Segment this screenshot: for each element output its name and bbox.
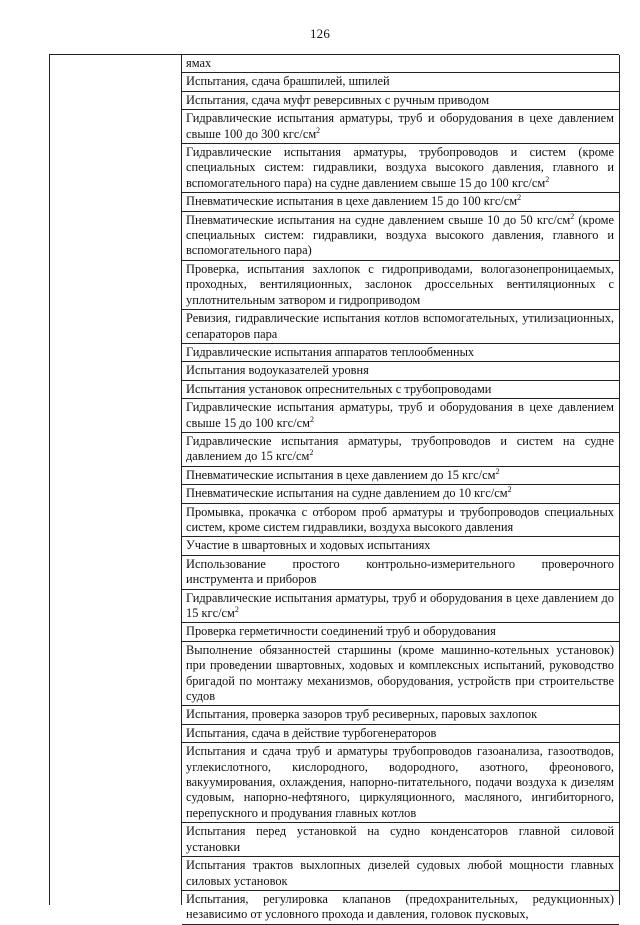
- row-text: Промывка, прокачка с отбором проб арматуры и трубопроводов специальных систем, кроме систем гидравлики, воздуха высокого давления: [186, 504, 614, 534]
- table-row: [182, 73, 619, 91]
- row-text: Испытания перед установкой на судно конденсаторов главной силовой установки: [186, 824, 614, 854]
- row-text: Гидравлические испытания аппаратов теплообменных: [186, 344, 475, 359]
- row-text: Использование простого контрольно-измерительного проверочного инструмента и приборов: [186, 556, 614, 587]
- table-row: [182, 433, 619, 467]
- row-text: Испытания водоуказателей уровня: [186, 363, 369, 378]
- row-text: Испытания, регулировка клапанов (предохранительных, редукционных) независимо от условного прохода и давления, головок пусковых,: [186, 891, 614, 922]
- table-row: [182, 381, 619, 399]
- table-row: [182, 891, 619, 925]
- table-row: [182, 485, 619, 503]
- table-row: [182, 823, 619, 857]
- table-left-column: [50, 55, 182, 905]
- row-text: Пневматические испытания на судне давлением свыше 10 до 50 кгс/см: [186, 212, 571, 227]
- row-superscript: 2: [316, 125, 321, 135]
- page-number: 126: [309, 26, 331, 41]
- table-row: [182, 556, 619, 590]
- row-text: Испытания, сдача муфт реверсивных с ручным приводом: [186, 92, 490, 107]
- table-row: [182, 642, 619, 707]
- row-superscript: 2: [517, 193, 522, 203]
- table-row: [182, 743, 619, 823]
- row-text: Пневматические испытания на судне давлением до 10 кгс/см: [186, 486, 508, 501]
- row-text: Гидравлические испытания арматуры, труб и оборудования в цехе давлением свыше 100 до 300 кгс/см: [186, 111, 614, 141]
- row-superscript: 2: [570, 211, 575, 221]
- row-superscript: 2: [495, 466, 500, 476]
- row-text: Гидравлические испытания арматуры, труб и оборудования в цехе давлением свыше 15 до 100 кгс/см: [186, 400, 614, 430]
- row-text: Гидравлические испытания арматуры, трубопроводов и систем на судне давлением до 15 кгс/см: [186, 433, 614, 464]
- row-text: Участие в швартовных и ходовых испытаниях: [186, 538, 431, 553]
- row-superscript: 2: [309, 414, 314, 424]
- table-row: [182, 110, 619, 144]
- table-row: [182, 467, 619, 485]
- table-row: [182, 623, 619, 641]
- row-superscript: 2: [234, 604, 239, 614]
- row-text: Испытания и сдача труб и арматуры трубопроводов газоанализа, газоотводов, углекислотного, кислородного, водородного, азотного, фреонового, вакуумирования, охлаждения, напорно-питательного, подачи воздуха к дизелям судовым, напорно-нефтяного, циркуляционного, масляного, ингибиторного, перепускного и продувания главных котлов: [186, 744, 614, 820]
- table-row: [182, 857, 619, 891]
- row-text: Испытания установок опреснительных с трубопроводами: [186, 381, 492, 396]
- table-row: [182, 261, 619, 310]
- table-row: [182, 706, 619, 724]
- table-row: [182, 537, 619, 555]
- table-row: [182, 399, 619, 433]
- row-text: Гидравлические испытания арматуры, труб и оборудования в цехе давлением до 15 кгс/см: [186, 590, 614, 620]
- table-row: [182, 92, 619, 110]
- row-text: Выполнение обязанностей старшины (кроме машинно-котельных установок) при проведении швартовных, ходовых и комплексных испытаний, руководство бригадой по монтажу механизмов, оборудования, устройств при строительстве судов: [186, 642, 614, 704]
- row-superscript: 2: [545, 174, 550, 184]
- table-row: [182, 504, 619, 538]
- table-row: [182, 344, 619, 362]
- row-superscript: 2: [309, 448, 314, 458]
- row-text: Пневматические испытания в цехе давлением 15 до 100 кгс/см: [186, 194, 518, 209]
- row-text: ямах: [186, 56, 212, 70]
- table-row: [182, 144, 619, 193]
- row-text-continued: (кроме специальных систем: гидравлики, воздуха высокого давления, главного и вспомогательного пара): [186, 212, 614, 258]
- row-text: Испытания, сдача брашпилей, шпилей: [186, 74, 390, 89]
- table-row: [182, 55, 619, 73]
- row-text: Испытания, сдача в действие турбогенераторов: [186, 725, 437, 740]
- row-text: Проверка, испытания захлопок с гидроприводами, вологазонепроницаемых, проходных, вентиляционных, заслонок дроссельных вентиляционных с уплотнительным затвором и гидроприводом: [186, 261, 614, 307]
- table-row: [182, 193, 619, 211]
- table-right-column: [182, 55, 620, 922]
- table-row: [182, 362, 619, 380]
- row-text: Пневматические испытания в цехе давлением до 15 кгс/см: [186, 467, 496, 482]
- row-superscript: 2: [507, 485, 512, 495]
- row-text: Проверка герметичности соединений труб и оборудования: [186, 624, 496, 639]
- row-text: Испытания трактов выхлопных дизелей судовых любой мощности главных силовых установок: [186, 858, 614, 888]
- row-text: Гидравлические испытания арматуры, трубопроводов и систем (кроме специальных систем: гидравлики, воздуха высокого давления, главного и вспомогательного пара) на судне давлением свыше 15 до 100 кгс/см: [186, 145, 614, 190]
- work-table: [49, 54, 619, 922]
- table-row: [182, 212, 619, 261]
- table-row: [182, 310, 619, 344]
- table-row: [182, 725, 619, 743]
- table-row: [182, 590, 619, 624]
- row-text: Испытания, проверка зазоров труб ресиверных, паровых захлопок: [186, 707, 538, 722]
- row-text: Ревизия, гидравлические испытания котлов вспомогательных, утилизационных, сепараторов пара: [186, 311, 614, 341]
